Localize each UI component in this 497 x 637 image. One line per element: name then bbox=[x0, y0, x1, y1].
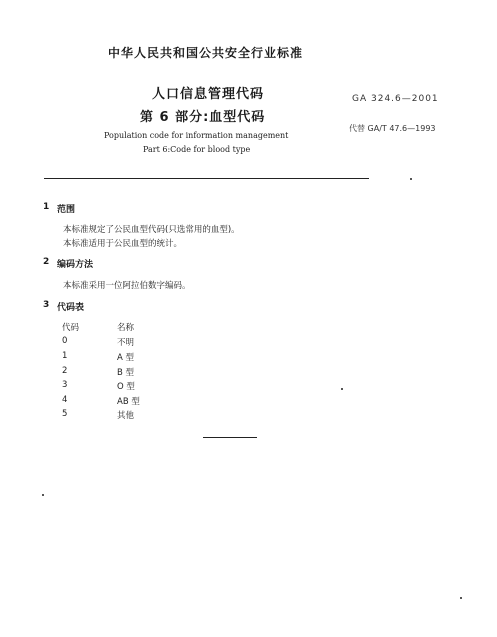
scan-speck bbox=[410, 178, 412, 180]
section-title-code-table: 代码表 bbox=[57, 303, 85, 313]
english-title: Population code for information management bbox=[104, 131, 289, 140]
scan-speck bbox=[42, 494, 44, 496]
table-cell-code: 2 bbox=[62, 366, 68, 376]
table-cell-name: O 型 bbox=[117, 382, 135, 392]
table-cell-code: 5 bbox=[62, 409, 68, 419]
section-title-coding-method: 编码方法 bbox=[57, 260, 94, 270]
standard-category-heading: 中华人民共和国公共安全行业标准 bbox=[108, 46, 304, 60]
replaces-standard: 代替 GA/T 47.6—1993 bbox=[349, 124, 436, 133]
table-cell-code: 0 bbox=[62, 336, 68, 346]
document-title: 人口信息管理代码 bbox=[152, 87, 265, 102]
section-title-scope: 范围 bbox=[57, 205, 76, 215]
paragraph: 本标准适用于公民血型的统计。 bbox=[63, 239, 183, 249]
standard-number: GA 324.6—2001 bbox=[352, 94, 439, 104]
section-number: 3 bbox=[43, 300, 50, 310]
table-cell-code: 4 bbox=[62, 395, 68, 405]
table-cell-name: 其他 bbox=[117, 411, 135, 421]
table-header-code: 代码 bbox=[62, 323, 80, 333]
table-header-name: 名称 bbox=[117, 323, 135, 333]
table-cell-name: AB 型 bbox=[117, 397, 140, 407]
scan-speck bbox=[460, 597, 462, 599]
table-cell-name: 不明 bbox=[117, 338, 135, 348]
table-cell-name: B 型 bbox=[117, 368, 135, 378]
end-divider bbox=[203, 437, 257, 438]
scan-speck bbox=[341, 388, 343, 390]
section-number: 1 bbox=[43, 202, 50, 212]
header-divider bbox=[44, 178, 369, 179]
table-cell-name: A 型 bbox=[117, 353, 135, 363]
document-subtitle: 第 6 部分:血型代码 bbox=[140, 110, 266, 125]
table-cell-code: 3 bbox=[62, 380, 68, 390]
paragraph: 本标准规定了公民血型代码(只选常用的血型)。 bbox=[63, 225, 240, 235]
section-number: 2 bbox=[43, 257, 50, 267]
table-cell-code: 1 bbox=[62, 351, 68, 361]
paragraph: 本标准采用一位阿拉伯数字编码。 bbox=[63, 281, 191, 291]
english-subtitle: Part 6:Code for blood type bbox=[143, 145, 251, 154]
